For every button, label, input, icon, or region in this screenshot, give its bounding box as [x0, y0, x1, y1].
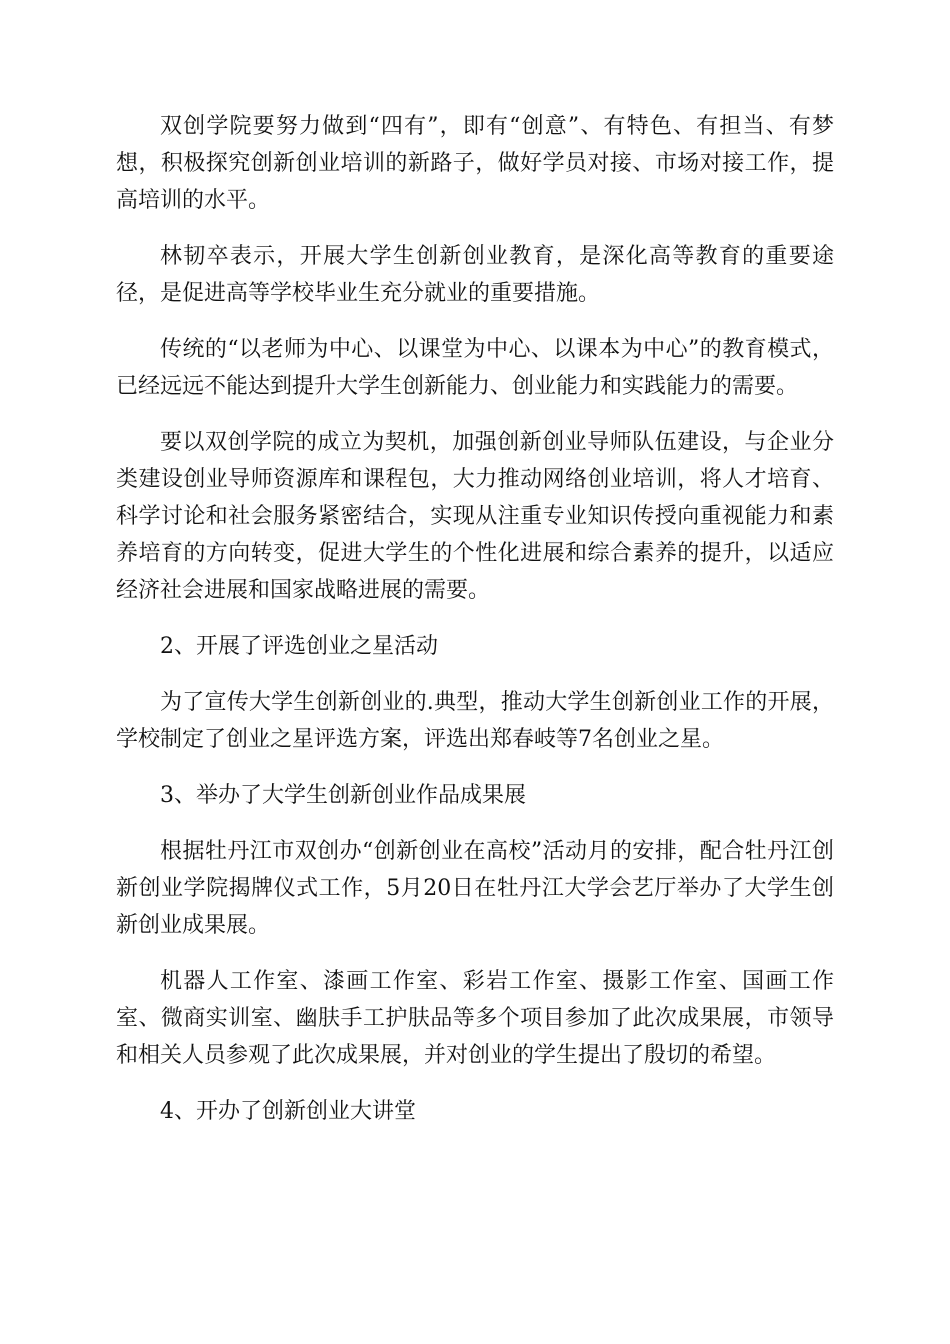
paragraph-traditional-model: 传统的“以老师为中心、以课堂为中心、以课本为中心”的教育模式，已经远远不能达到提升大学生创新能力、创业能力和实践能力的需要。 [116, 337, 834, 399]
paragraph-studios: 机器人工作室、漆画工作室、彩岩工作室、摄影工作室、国画工作室、微商实训室、幽肤手工护肤品等多个项目参加了此次成果展，市领导和相关人员参观了此次成果展，并对创业的学生提出了殷切的希望。 [116, 969, 834, 1068]
section-heading-star-selection: 2、开展了评选创业之星活动 [160, 634, 438, 659]
paragraph-lin-statement: 林韧卒表示，开展大学生创新创业教育，是深化高等教育的重要途径，是促进高等学校毕业生充分就业的重要措施。 [116, 244, 834, 306]
section-heading-exhibition: 3、举办了大学生创新创业作品成果展 [160, 783, 526, 808]
paragraph-opportunity: 要以双创学院的成立为契机，加强创新创业导师队伍建设，与企业分类建设创业导师资源库和课程包，大力推动网络创业培训，将人才培育、科学讨论和社会服务紧密结合，实现从注重专业知识传授向重视能力和素养培育的方向转变，促进大学生的个性化进展和综合素养的提升，以适应经济社会进展和国家战略进展的需要。 [116, 430, 834, 603]
document-page [116, 108, 834, 1149]
paragraph-exhibition: 根据牡丹江市双创办“创新创业在高校”活动月的安排，配合牡丹江创新创业学院揭牌仪式工作，5月20日在牡丹江大学会艺厅举办了大学生创新创业成果展。 [116, 839, 834, 938]
paragraph-four-haves: 双创学院要努力做到“四有”，即有“创意”、有特色、有担当、有梦想，积极探究创新创业培训的新路子，做好学员对接、市场对接工作，提高培训的水平。 [116, 114, 834, 213]
section-heading-lecture-hall: 4、开办了创新创业大讲堂 [160, 1099, 416, 1124]
paragraph-star-selection: 为了宣传大学生创新创业的.典型，推动大学生创新创业工作的开展，学校制定了创业之星评选方案，评选出郑春岐等7名创业之星。 [116, 690, 834, 752]
